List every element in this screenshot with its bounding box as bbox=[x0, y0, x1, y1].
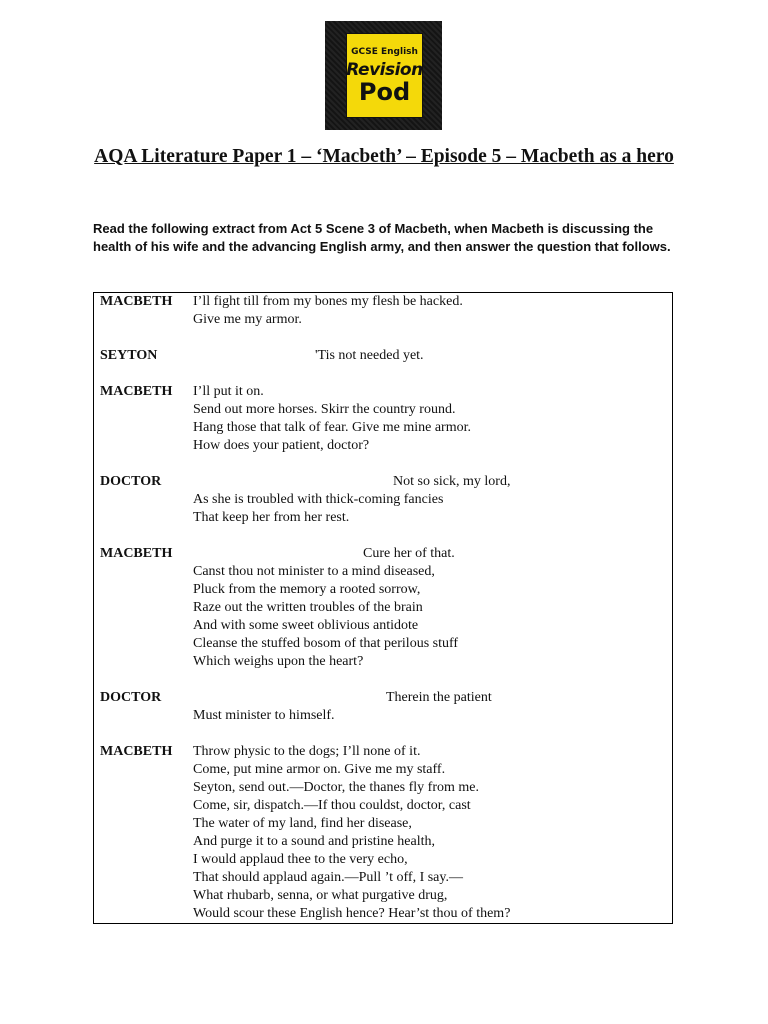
speech-line: Give me my armor. bbox=[193, 312, 302, 327]
speaker-name: MACBETH bbox=[100, 546, 173, 561]
speech-line: How does your patient, doctor? bbox=[193, 438, 370, 453]
speech-line: Hang those that talk of fear. Give me mine armor. bbox=[193, 420, 471, 435]
speech-line: Which weighs upon the heart? bbox=[193, 654, 364, 669]
speaker-name: SEYTON bbox=[100, 348, 158, 363]
speech-line: The water of my land, find her disease, bbox=[193, 816, 412, 831]
logo-badge bbox=[346, 33, 423, 118]
logo-line-2: Revision bbox=[346, 60, 423, 80]
speech-line: Pluck from the memory a rooted sorrow, bbox=[193, 582, 421, 597]
speech-lines bbox=[193, 689, 663, 725]
speech-line: Cleanse the stuffed bosom of that perilous stuff bbox=[193, 636, 459, 651]
speech-line: I would applaud thee to the very echo, bbox=[193, 852, 408, 867]
speech-line: Would scour these English hence? Hear’st thou of them? bbox=[193, 906, 511, 921]
play-extract-box bbox=[93, 292, 673, 924]
speech-lines bbox=[193, 473, 663, 527]
speaker-name: MACBETH bbox=[100, 744, 173, 759]
speech-line: I’ll fight till from my bones my flesh be hacked. bbox=[193, 294, 463, 309]
speech-line: Raze out the written troubles of the brain bbox=[193, 600, 423, 615]
revision-pod-logo bbox=[325, 21, 442, 130]
speech-lines bbox=[193, 293, 663, 329]
speech-line: Must minister to himself. bbox=[193, 708, 335, 723]
speech-line: Not so sick, my lord, bbox=[393, 474, 511, 489]
speech-lines bbox=[193, 545, 663, 671]
speech-line: 'Tis not needed yet. bbox=[315, 348, 424, 363]
speech-lines bbox=[193, 383, 663, 455]
speaker-name: MACBETH bbox=[100, 384, 173, 399]
speaker-name: DOCTOR bbox=[100, 690, 162, 705]
logo-line-1: GCSE English bbox=[351, 47, 418, 57]
speaker-name: DOCTOR bbox=[100, 474, 162, 489]
instructions: Read the following extract from Act 5 Scene 3 of Macbeth, when Macbeth is discussing the health of his wife and the advancing English army, and then answer the question that follows. bbox=[93, 221, 671, 254]
speech-lines bbox=[193, 743, 663, 923]
speech-line: I’ll put it on. bbox=[193, 384, 264, 399]
speech-line: And purge it to a sound and pristine health, bbox=[193, 834, 435, 849]
speaker-name: MACBETH bbox=[100, 294, 173, 309]
speech-lines bbox=[193, 347, 663, 365]
speech-line: Therein the patient bbox=[386, 690, 492, 705]
speech-line: That should applaud again.—Pull ’t off, I say.— bbox=[193, 870, 463, 885]
speech-line: What rhubarb, senna, or what purgative drug, bbox=[193, 888, 448, 903]
speech-line: Seyton, send out.—Doctor, the thanes fly from me. bbox=[193, 780, 479, 795]
speech-line: That keep her from her rest. bbox=[193, 510, 350, 525]
speech-line: Send out more horses. Skirr the country round. bbox=[193, 402, 456, 417]
logo-line-3: Pod bbox=[358, 78, 411, 106]
speech-line: Come, put mine armor on. Give me my staff. bbox=[193, 762, 446, 777]
speech-line: And with some sweet oblivious antidote bbox=[193, 618, 419, 633]
speech-line: Cure her of that. bbox=[363, 546, 455, 561]
speech-line: Throw physic to the dogs; I’ll none of it. bbox=[193, 744, 421, 759]
speech-line: Canst thou not minister to a mind diseased, bbox=[193, 564, 435, 579]
page-title: AQA Literature Paper 1 – ‘Macbeth’ – Episode 5 – Macbeth as a hero bbox=[94, 146, 674, 167]
speech-line: Come, sir, dispatch.—If thou couldst, doctor, cast bbox=[193, 798, 471, 813]
speech-line: As she is troubled with thick-coming fancies bbox=[193, 492, 444, 507]
